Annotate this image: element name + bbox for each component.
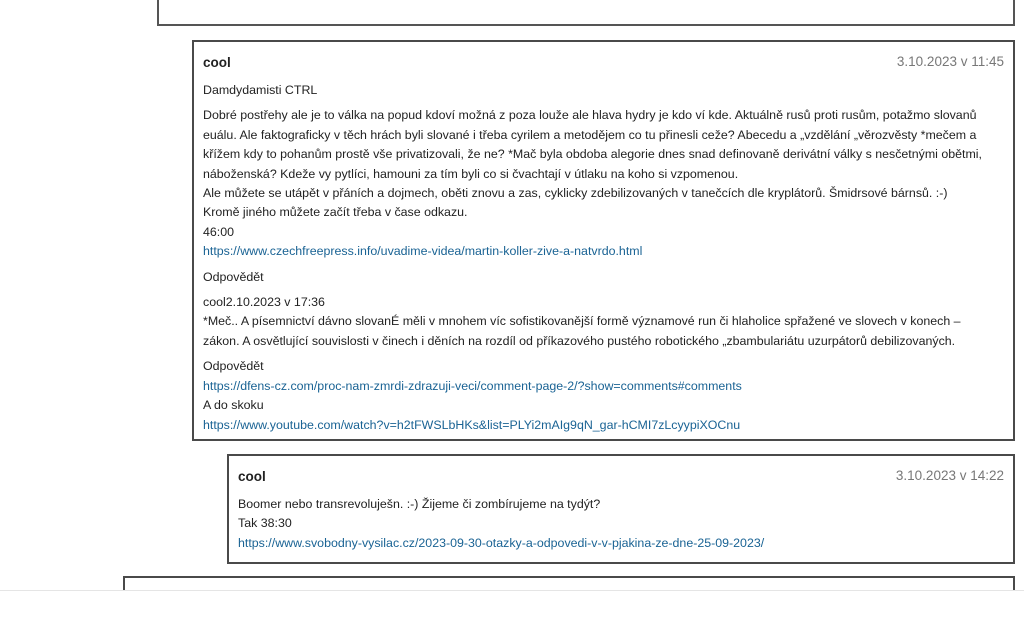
comment-text: 46:00 — [203, 224, 235, 239]
comment-link[interactable]: https://dfens-cz.com/proc-nam-zmrdi-zdrazuji-veci/comment-page-2/?show=comments#comments — [203, 378, 742, 393]
reply-label: Odpovědět — [203, 359, 264, 374]
bottom-bar — [0, 590, 1024, 641]
comment-link[interactable]: https://www.youtube.com/watch?v=h2tFWSLbHKs&list=PLYi2mAIg9qN_gar-hCMI7zLcyypiXOCnu — [203, 417, 741, 432]
comment-date: 3.10.2023 v 11:45 — [896, 54, 1004, 69]
comment-text: A do skoku — [203, 398, 264, 413]
comment-card — [227, 454, 1015, 564]
quote-header: cool2.10.2023 v 17:36 — [203, 295, 325, 310]
comment-header — [238, 468, 1004, 486]
comment-text: Damdydamisti CTRL — [203, 83, 318, 97]
comment-text: náboženská? Kdeže vy pytlíci, hamouni za tím byli co si čvachtají v útlaku na koho si vzpomenou. — [203, 166, 739, 181]
comment-body — [238, 495, 1004, 553]
previous-comment-box — [157, 0, 1015, 26]
comment-text: křížem kdy to pohanům prostě vše privatizovali, že ne? *Mač byla obdoba alegorie dnes snad definovaně derivátní války s nesčetnými obětmi, — [203, 147, 982, 162]
reply-label: Odpovědět — [203, 269, 264, 284]
comment-text: Dobré postřehy ale je to válka na popud kdoví možná z poza louže ale hlava hydry je kdo ví kde. Aktuálně rusů proti rusům, potažmo slovanů — [203, 108, 977, 123]
comment-header — [203, 54, 1004, 72]
quote-text: zákon. A osvětlující souvislosti v činech i děních na rozdíl od příkazového pustého robotického „zbambulariátu uzurpátorů debilizovaných. — [203, 333, 956, 348]
comment-card — [192, 40, 1015, 441]
comment-date: 3.10.2023 v 14:22 — [895, 468, 1004, 483]
comment-text: Boomer nebo transrevoluješn. :-) Žijeme či zombírujeme na tydýt? — [238, 497, 601, 511]
comment-body — [203, 81, 1004, 435]
quote-text: *Meč.. A písemnictví dávno slovanÉ měli v mnohem víc sofistikovanější formě významové run či hlaholice spřažené ve slovech v konech – — [203, 314, 961, 329]
comment-text: Kromě jiného můžete začít třeba v čase odkazu. — [203, 205, 468, 220]
comment-text: Tak 38:30 — [238, 516, 292, 531]
comment-text: euálu. Ale faktograficky v těch hrách byli slované i třeba cyrilem a metodějem co tu přinesli ceže? Abecedu a „vzdělání „věrozvěsty *mečem a — [203, 127, 977, 142]
comment-link[interactable]: https://www.czechfreepress.info/uvadime-videa/martin-koller-zive-a-natvrdo.html — [203, 244, 643, 259]
comment-author: cool — [203, 55, 231, 70]
comment-text: Ale můžete se utápět v přáních a dojmech, oběti znovu a zas, cyklicky zdebilizovaných v tanečcích dle kryplátorů. Šmidrsové bárnsů. :-) — [203, 186, 948, 201]
comment-link[interactable]: https://www.svobodny-vysilac.cz/2023-09-30-otazky-a-odpovedi-v-v-pjakina-ze-dne-25-09-2023/ — [238, 535, 765, 550]
comment-author: cool — [238, 469, 266, 484]
